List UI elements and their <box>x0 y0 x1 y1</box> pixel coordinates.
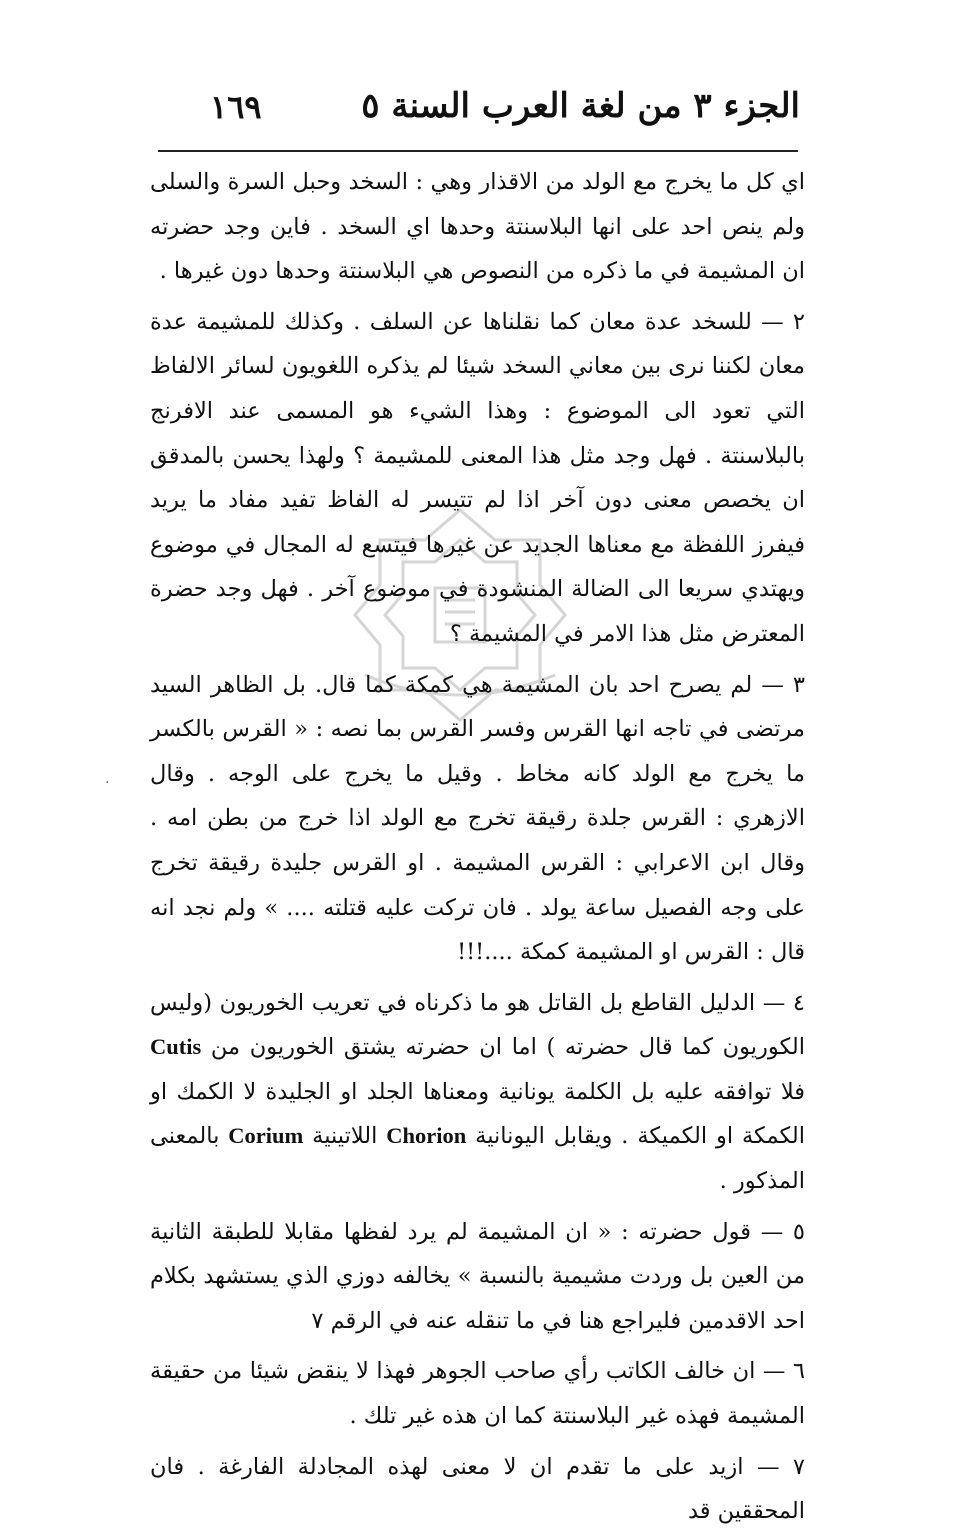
article-body <box>150 160 805 1534</box>
header-rule <box>158 150 798 152</box>
term-chorion: Chorion <box>386 1123 467 1149</box>
paragraph-point-4 <box>150 981 805 1204</box>
margin-mark: · <box>105 775 110 791</box>
term-cutis: Cutis <box>150 1034 202 1060</box>
paragraph-point-5: ٥ — قول حضرته : « ان المشيمة لم يرد لفظها مقابلا للطبقة الثانية من العين بل وردت مشيمية بالنسبة » يخالفه دوزي الذي يستشهد بكلام احد الاقدمين فليراجع هنا في ما تنقله عنه في الرقم ٧ <box>150 1218 805 1334</box>
page-number: ١٦٩ <box>210 88 262 126</box>
term-corium-after: بالمعنى المذكور . <box>150 1123 805 1195</box>
paragraph-point-6: ٦ — ان خالف الكاتب رأي صاحب الجوهر فهذا لا ينقض شيئا من حقيقة المشيمة فهذه غير البلاسنتة كما ان هذه غير تلك . <box>150 1358 805 1430</box>
running-head: الجزء ٣ من لغة العرب السنة ٥ <box>361 86 800 126</box>
term-corium: Corium <box>228 1123 304 1149</box>
term-chorion-after: اللاتينية <box>312 1123 378 1150</box>
page-header <box>150 80 800 140</box>
paragraph-point-7: ٧ — ازيد على ما تقدم ان لا معنى لهذه المجادلة الفارغة . فان المحققين قد <box>150 1453 805 1525</box>
paragraph-continuation: اي كل ما يخرج مع الولد من الاقذار وهي : السخد وحبل السرة والسلى ولم ينص احد على انها البلاسنتة وحدها اي السخد . فاين وجد حضرته ان المشيمة في ما ذكره من النصوص هي البلاسنتة وحدها دون غيرها . <box>150 169 805 285</box>
paragraph-point-4-cont: توافقه عليه بل الكلمة يونانية ومعناها الجلد او الجليدة لا الكمك او الكمكة او الكميكة . ويقابل اليونانية <box>150 1078 806 1150</box>
paragraph-point-2: ٢ — للسخد عدة معان كما نقلناها عن السلف . وكذلك للمشيمة عدة معان لكننا نرى بين معاني السخد شيئا لم يذكره اللغويون لسائر الالفاظ التي تعود الى الموضوع : وهذا الشيء هو المسمى عند الافرنج بالبلاسنتة . فهل وجد مثل هذا المعنى للمشيمة ؟ ولهذا يحسن بالمدقق ان يخصص معنى دون آخر اذا لم تتيسر له الفاظ تفيد مفاد ما يريد فيفرز اللفظة مع معناها الجديد عن غيرها فيتسع له المجال في موضوع ويهتدي سريعا الى الضالة المنشودة في موضوع آخر . فهل وجد حضرة المعترض مثل هذا الامر في المشيمة ؟ <box>150 308 806 647</box>
paragraph-point-4-text: ٤ — الدليل القاطع بل القاتل هو ما ذكرناه في تعريب الخوريون (وليس الكوريون كما قال حضرته ) اما ان حضرته يشتق الخوريون من <box>150 989 805 1061</box>
term-cutis-after: فلا <box>780 1078 805 1105</box>
paragraph-point-3: ٣ — لم يصرح احد بان المشيمة هي كمكة كما قال. بل الظاهر السيد مرتضى في تاجه انها القرس وفسر القرس بما نصه : « القرس بالكسر ما يخرج مع الولد كانه مخاط . وقيل ما يخرج على الوجه . وقال الازهري : القرس جلدة رقيقة تخرج مع الولد اذا خرج من بطن امه . وقال ابن الاعرابي : القرس المشيمة . او القرس جليدة رقيقة تخرج على وجه الفصيل ساعة يولد . فان تركت عليه قتلته .... » ولم نجد انه قال : القرس او المشيمة كمكة ....!!! <box>150 671 805 966</box>
